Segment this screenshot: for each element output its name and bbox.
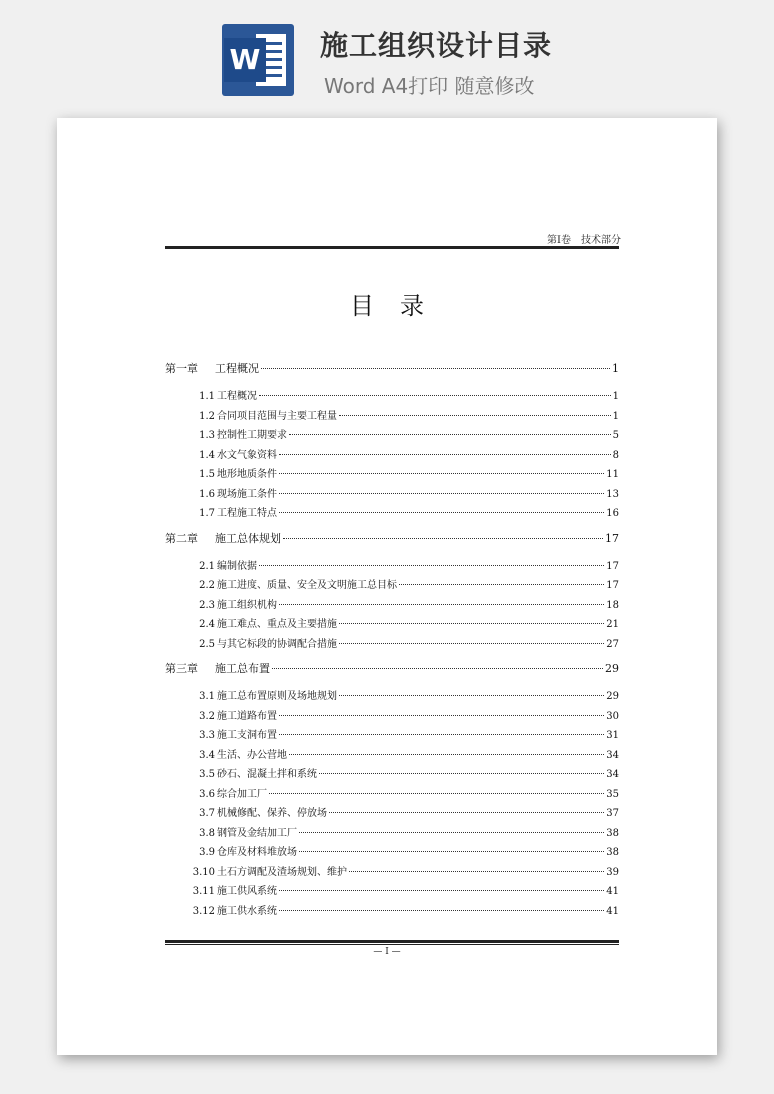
toc-section-entry[interactable] — [165, 707, 619, 727]
toc-section-entry[interactable] — [165, 746, 619, 766]
toc-entry-label: 砂石、混凝土拌和系统 — [217, 769, 317, 780]
toc-entry-page: 41 — [606, 886, 619, 897]
toc-leader-dots — [299, 832, 604, 833]
toc-leader-dots — [272, 668, 603, 669]
toc-leader-dots — [279, 512, 604, 513]
toc-chapter-entry[interactable] — [165, 358, 619, 380]
toc-entry-page: 29 — [605, 662, 619, 675]
toc-entry-number: 3.1 — [199, 691, 215, 702]
toc-leader-dots — [349, 871, 604, 872]
page-number: — I — — [373, 947, 401, 957]
toc-entry-page: 34 — [606, 749, 619, 761]
document-page — [57, 118, 717, 1055]
toc-section-entry[interactable] — [165, 902, 619, 922]
toc-entry-number: 2.1 — [199, 560, 215, 572]
toc-leader-dots — [339, 623, 604, 624]
footer-rule — [165, 940, 619, 943]
toc-entry-number: 1.2 — [199, 410, 215, 422]
toc-entry-number: 2.2 — [199, 580, 215, 591]
toc-leader-dots — [279, 473, 604, 474]
toc-leader-dots — [279, 604, 604, 605]
toc-entry-number: 3.11 — [192, 886, 215, 897]
toc-entry-label: 水文气象资料 — [217, 449, 277, 461]
toc-entry-number: 3.2 — [199, 710, 215, 722]
toc-entry-label: 施工供风系统 — [217, 886, 277, 897]
toc-section-entry[interactable] — [165, 615, 619, 635]
toc-entry-label: 土石方调配及渣场规划、维护 — [217, 866, 347, 878]
toc-leader-dots — [289, 754, 604, 755]
toc-leader-dots — [279, 493, 604, 494]
toc-leader-dots — [299, 851, 604, 852]
toc-entry-number: 3.9 — [199, 847, 215, 858]
toc-entry-label: 现场施工条件 — [217, 488, 277, 500]
banner-title: 施工组织设计目录 — [320, 29, 553, 62]
toc-chapter-entry[interactable] — [165, 528, 619, 550]
toc-entry-number: 3.3 — [199, 730, 215, 741]
toc-section-entry[interactable] — [165, 576, 619, 596]
toc-entry-number: 2.3 — [199, 599, 215, 611]
toc-entry-label: 控制性工期要求 — [217, 430, 287, 441]
toc-entry-label: 工程概况 — [217, 391, 257, 402]
toc-leader-dots — [279, 715, 604, 716]
toc-section-entry[interactable] — [165, 465, 619, 485]
toc-entry-label: 编制依据 — [217, 560, 257, 572]
toc-entry-label: 施工供水系统 — [217, 905, 277, 917]
toc-leader-dots — [339, 695, 604, 696]
toc-entry-number: 1.7 — [199, 508, 215, 519]
toc-leader-dots — [269, 793, 604, 794]
toc-section-entry[interactable] — [165, 765, 619, 785]
toc-leader-dots — [319, 773, 604, 774]
toc-entry-page: 38 — [606, 827, 619, 839]
toc-entry-label: 施工进度、质量、安全及文明施工总目标 — [217, 580, 397, 591]
toc-entry-label: 施工总布置 — [215, 662, 270, 675]
toc-entry-page: 29 — [606, 691, 619, 702]
toc-entry-label: 施工难点、重点及主要措施 — [217, 619, 337, 630]
toc-leader-dots — [289, 434, 611, 435]
toc-entry-number: 第二章 — [165, 531, 198, 545]
toc-leader-dots — [279, 454, 611, 455]
toc-entry-number: 第三章 — [165, 662, 198, 675]
footer-rule-thin — [165, 944, 619, 945]
toc-entry-number: 3.8 — [199, 827, 215, 839]
toc-entry-number: 3.4 — [199, 749, 215, 761]
toc-entry-label: 综合加工厂 — [217, 788, 267, 800]
toc-entry-number: 3.10 — [192, 866, 215, 878]
toc-entry-page: 34 — [606, 769, 619, 780]
toc-entry-label: 合同项目范围与主要工程量 — [217, 410, 337, 422]
toc-leader-dots — [279, 734, 604, 735]
toc-leader-dots — [259, 395, 611, 396]
banner-subtitle: Word A4打印 随意修改 — [324, 74, 535, 98]
toc-section-entry[interactable] — [165, 843, 619, 863]
toc-section-entry[interactable] — [165, 387, 619, 407]
toc-entry-number: 3.7 — [199, 808, 215, 819]
toc-entry-label: 钢管及金结加工厂 — [217, 827, 297, 839]
toc-section-entry[interactable] — [165, 446, 619, 466]
toc-entry-page: 1 — [612, 391, 619, 402]
toc-entry-number: 1.5 — [199, 469, 215, 480]
toc-section-entry[interactable] — [165, 882, 619, 902]
toc-entry-label: 机械修配、保养、停放场 — [217, 808, 327, 819]
toc-entry-number: 1.4 — [199, 449, 215, 461]
toc-entry-number: 3.5 — [199, 769, 215, 780]
toc-entry-label: 与其它标段的协调配合措施 — [217, 638, 337, 650]
toc-entry-page: 16 — [606, 508, 619, 519]
toc-leader-dots — [283, 538, 603, 539]
toc-entry-number: 3.12 — [192, 905, 215, 917]
toc-entry-label: 施工支洞布置 — [217, 730, 277, 741]
toc-leader-dots — [279, 890, 604, 891]
toc-leader-dots — [261, 368, 610, 369]
toc-entry-label: 工程施工特点 — [217, 508, 277, 519]
header-rule — [165, 246, 619, 249]
toc-entry-page: 27 — [606, 638, 619, 650]
banner — [0, 0, 774, 118]
toc-entry-page: 1 — [612, 410, 619, 422]
toc-chapter-entry[interactable] — [165, 658, 619, 680]
toc-entry-label: 生活、办公营地 — [217, 749, 287, 761]
toc-entry-label: 施工组织机构 — [217, 599, 277, 611]
toc-entry-label: 施工总体规划 — [215, 531, 281, 545]
toc-section-entry[interactable] — [165, 407, 619, 427]
toc-entry-page: 1 — [612, 362, 619, 375]
toc-section-entry[interactable] — [165, 557, 619, 577]
word-letter: W — [224, 38, 266, 82]
toc-title: 目录 — [350, 292, 450, 320]
toc-section-entry[interactable] — [165, 726, 619, 746]
toc-entry-label: 施工道路布置 — [217, 710, 277, 722]
toc-section-entry[interactable] — [165, 635, 619, 655]
toc-entry-label: 施工总布置原则及场地规划 — [217, 691, 337, 702]
toc-entry-number: 1.6 — [199, 488, 215, 500]
toc-entry-page: 11 — [606, 469, 619, 480]
toc-entry-number: 2.4 — [199, 619, 215, 630]
toc-entry-number: 1.3 — [199, 430, 215, 441]
toc-leader-dots — [339, 643, 604, 644]
toc-entry-number: 2.5 — [199, 638, 215, 650]
toc-entry-page: 21 — [606, 619, 619, 630]
toc-entry-label: 仓库及材料堆放场 — [217, 847, 297, 858]
word-icon — [222, 24, 294, 96]
toc-entry-page: 17 — [606, 580, 619, 591]
toc-leader-dots — [259, 565, 604, 566]
toc-entry-label: 地形地质条件 — [217, 469, 277, 480]
toc-entry-page: 39 — [606, 866, 619, 878]
toc-section-entry[interactable] — [165, 863, 619, 883]
toc-entry-page: 30 — [606, 710, 619, 722]
toc-entry-page: 35 — [606, 788, 619, 800]
toc-leader-dots — [339, 415, 611, 416]
toc-entry-number: 1.1 — [199, 391, 215, 402]
toc-entry-page: 18 — [606, 599, 619, 611]
toc-leader-dots — [399, 584, 604, 585]
toc-section-entry[interactable] — [165, 485, 619, 505]
toc-entry-page: 31 — [606, 730, 619, 741]
toc-entry-label: 工程概况 — [215, 362, 259, 375]
toc-entry-page: 5 — [612, 430, 619, 441]
toc-section-entry[interactable] — [165, 596, 619, 616]
toc-section-entry[interactable] — [165, 426, 619, 446]
toc-entry-page: 13 — [606, 488, 619, 500]
toc-leader-dots — [279, 910, 604, 911]
toc-entry-page: 17 — [605, 531, 619, 545]
toc-section-entry[interactable] — [165, 804, 619, 824]
toc-leader-dots — [329, 812, 604, 813]
toc-section-entry[interactable] — [165, 687, 619, 707]
toc-entry-page: 37 — [606, 808, 619, 819]
toc-entry-page: 17 — [606, 560, 619, 572]
toc-section-entry[interactable] — [165, 785, 619, 805]
toc-entry-number: 第一章 — [165, 362, 198, 375]
table-of-contents — [165, 354, 619, 921]
toc-entry-page: 41 — [606, 905, 619, 917]
toc-section-entry[interactable] — [165, 824, 619, 844]
toc-entry-number: 3.6 — [199, 788, 215, 800]
toc-section-entry[interactable] — [165, 504, 619, 524]
toc-entry-page: 38 — [606, 847, 619, 858]
page-header: 第Ⅰ卷 技术部分 — [547, 235, 621, 246]
toc-entry-page: 8 — [612, 449, 619, 461]
